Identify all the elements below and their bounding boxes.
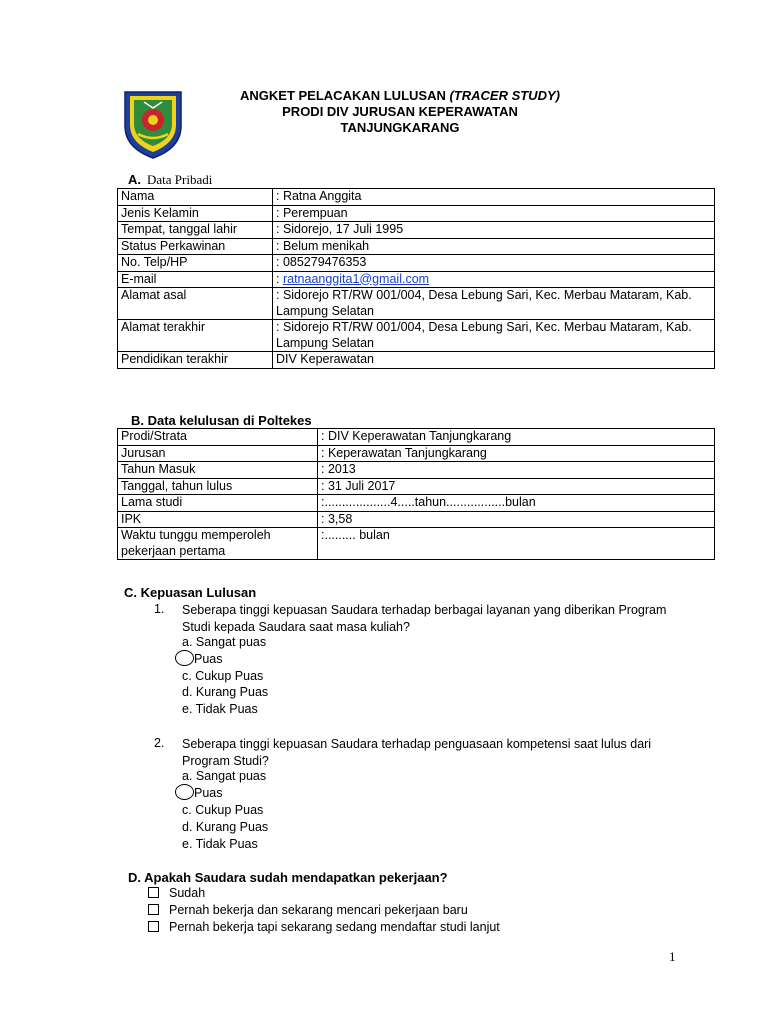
table-row: Nama : Ratna Anggita [118,189,715,206]
employment-option-1[interactable]: Sudah [148,886,205,900]
table-row: Alamat asal : Sidorejo RT/RW 001/004, Desa Lebung Sari, Kec. Merbau Mataram, Kab. Lampung Selatan [118,288,715,320]
employment-option-2[interactable]: Pernah bekerja dan sekarang mencari pekerjaan baru [148,903,468,917]
header-line-1: ANGKET PELACAKAN LULUSAN (TRACER STUDY) [240,88,560,103]
table-row: E-mail : ratnaanggita1@gmail.com [118,271,715,288]
table-row: Lama studi :...................4.....tahun.................bulan [118,495,715,512]
header-tracer-study: (TRACER STUDY) [449,88,560,103]
table-row: Tahun Masuk : 2013 [118,462,715,479]
question-2-text: Seberapa tinggi kepuasan Saudara terhadap penguasaan kompetensi saat lulus dari Program Studi? [182,737,652,768]
section-d-title: D. Apakah Saudara sudah mendapatkan pekerjaan? [128,870,448,885]
institution-logo [122,88,184,160]
employment-option-3[interactable]: Pernah bekerja tapi sekarang sedang mendaftar studi lanjut [148,920,500,934]
q2-option-a[interactable]: a. Sangat puas [182,769,267,783]
q2-option-e[interactable]: e. Tidak Puas [182,837,258,851]
table-row: Jurusan : Keperawatan Tanjungkarang [118,445,715,462]
q2-selected-circle [175,784,194,800]
document-header [180,88,620,136]
question-1-number: 1. [154,602,165,616]
header-line-3: TANJUNGKARANG [340,120,460,135]
personal-data-table [117,188,715,369]
email-link[interactable]: ratnaanggita1@gmail.com [282,271,430,286]
table-row: IPK : 3,58 [118,511,715,528]
section-a-title: A. Data Pribadi [128,172,213,187]
q2-option-d[interactable]: d. Kurang Puas [182,820,269,834]
q1-option-a[interactable]: a. Sangat puas [182,635,267,649]
checkbox-icon[interactable] [148,921,159,932]
q1-selected-circle [175,650,194,666]
table-row: Alamat terakhir : Sidorejo RT/RW 001/004, Desa Lebung Sari, Kec. Merbau Mataram, Kab. Lampung Selatan [118,320,715,352]
q1-option-c[interactable]: c. Cukup Puas [182,669,264,683]
checkbox-icon[interactable] [148,904,159,915]
header-line-2: PRODI DIV JURUSAN KEPERAWATAN [282,104,518,119]
question-2-number: 2. [154,736,165,750]
graduation-data-table [117,428,715,560]
question-1-text: Seberapa tinggi kepuasan Saudara terhadap berbagai layanan yang diberikan Program Studi kepada Saudara saat masa kuliah? [182,603,667,634]
section-c-title: C. Kepuasan Lulusan [124,585,257,600]
table-row: Tempat, tanggal lahir : Sidorejo, 17 Juli 1995 [118,222,715,239]
q1-option-b[interactable]: Puas [194,652,223,666]
table-row: No. Telp/HP : 085279476353 [118,255,715,272]
table-row: Status Perkawinan : Belum menikah [118,238,715,255]
checkbox-icon[interactable] [148,887,159,898]
q1-option-e[interactable]: e. Tidak Puas [182,702,258,716]
q1-option-d[interactable]: d. Kurang Puas [182,685,269,699]
table-row: Tanggal, tahun lulus : 31 Juli 2017 [118,478,715,495]
section-b-title: B. Data kelulusan di Poltekes [131,413,312,428]
table-row: Jenis Kelamin : Perempuan [118,205,715,222]
table-row: Pendidikan terakhir DIV Keperawatan [118,352,715,369]
table-row: Waktu tunggu memperoleh pekerjaan pertama :......... bulan [118,528,715,560]
q2-option-b[interactable]: Puas [194,786,223,800]
q2-option-c[interactable]: c. Cukup Puas [182,803,264,817]
table-row: Prodi/Strata : DIV Keperawatan Tanjungkarang [118,429,715,446]
page-number: 1 [669,949,676,964]
